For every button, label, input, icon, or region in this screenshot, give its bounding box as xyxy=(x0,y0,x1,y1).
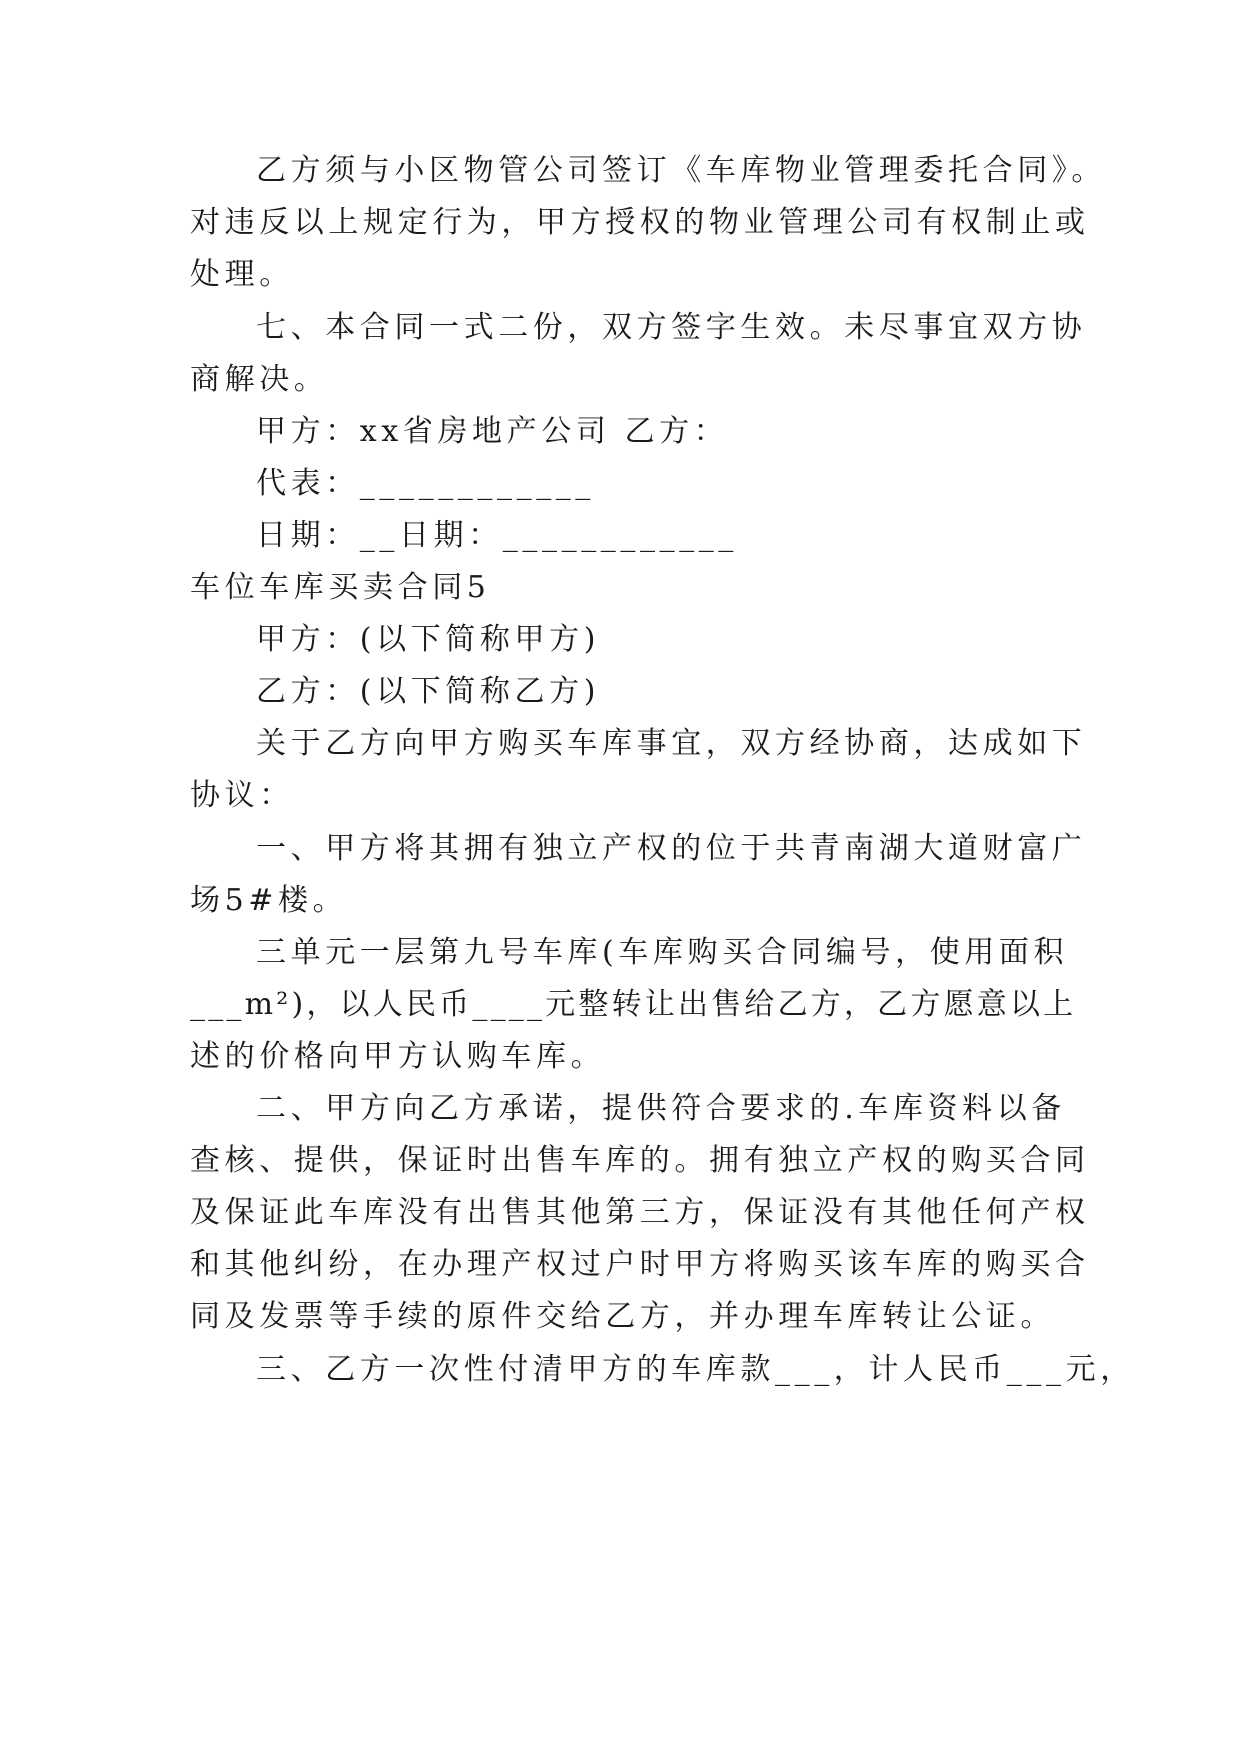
paragraph-line: 乙方须与小区物管公司签订《车库物业管理委托合同》。 xyxy=(256,153,1106,188)
signature-representative-line: 代表：____________ xyxy=(256,466,595,501)
paragraph-line: 三、乙方一次性付清甲方的车库款___，计人民币___元， xyxy=(256,1352,1135,1387)
paragraph-line: 二、甲方向乙方承诺，提供符合要求的.车库资料以备 xyxy=(256,1091,1066,1126)
paragraph-line: 述的价格向甲方认购车库。 xyxy=(190,1039,606,1074)
paragraph-line: ___m²)，以人民币____元整转让出售给乙方，乙方愿意以上 xyxy=(190,987,1077,1022)
paragraph-line: 三单元一层第九号车库(车库购买合同编号，使用面积 xyxy=(256,935,1069,970)
document-page xyxy=(190,148,1135,1648)
signature-party-line: 甲方：xx省房地产公司 乙方： xyxy=(256,414,729,449)
paragraph-line: 及保证此车库没有出售其他第三方，保证没有其他任何产权 xyxy=(190,1195,1090,1230)
paragraph-line: 七、本合同一式二份，双方签字生效。未尽事宜双方协 xyxy=(256,310,1087,345)
section-title: 车位车库买卖合同5 xyxy=(190,570,491,605)
signature-date-line: 日期：__日期：____________ xyxy=(256,518,738,553)
paragraph-line: 同及发票等手续的原件交给乙方，并办理车库转让公证。 xyxy=(190,1299,1055,1334)
party-a-line: 甲方：(以下简称甲方) xyxy=(256,622,601,657)
paragraph-line: 和其他纠纷，在办理产权过户时甲方将购买该车库的购买合 xyxy=(190,1247,1090,1282)
paragraph-line: 关于乙方向甲方购买车库事宜，双方经协商，达成如下 xyxy=(256,726,1087,761)
paragraph-line: 场5#楼。 xyxy=(190,883,348,918)
paragraph-line: 协议： xyxy=(190,778,294,813)
party-b-line: 乙方：(以下简称乙方) xyxy=(256,674,601,709)
paragraph-line: 处理。 xyxy=(190,257,294,292)
paragraph-line: 查核、提供，保证时出售车库的。拥有独立产权的购买合同 xyxy=(190,1143,1090,1178)
paragraph-line: 商解决。 xyxy=(190,362,329,397)
paragraph-line: 一、甲方将其拥有独立产权的位于共青南湖大道财富广 xyxy=(256,831,1087,866)
paragraph-line: 对违反以上规定行为，甲方授权的物业管理公司有权制止或 xyxy=(190,205,1090,240)
